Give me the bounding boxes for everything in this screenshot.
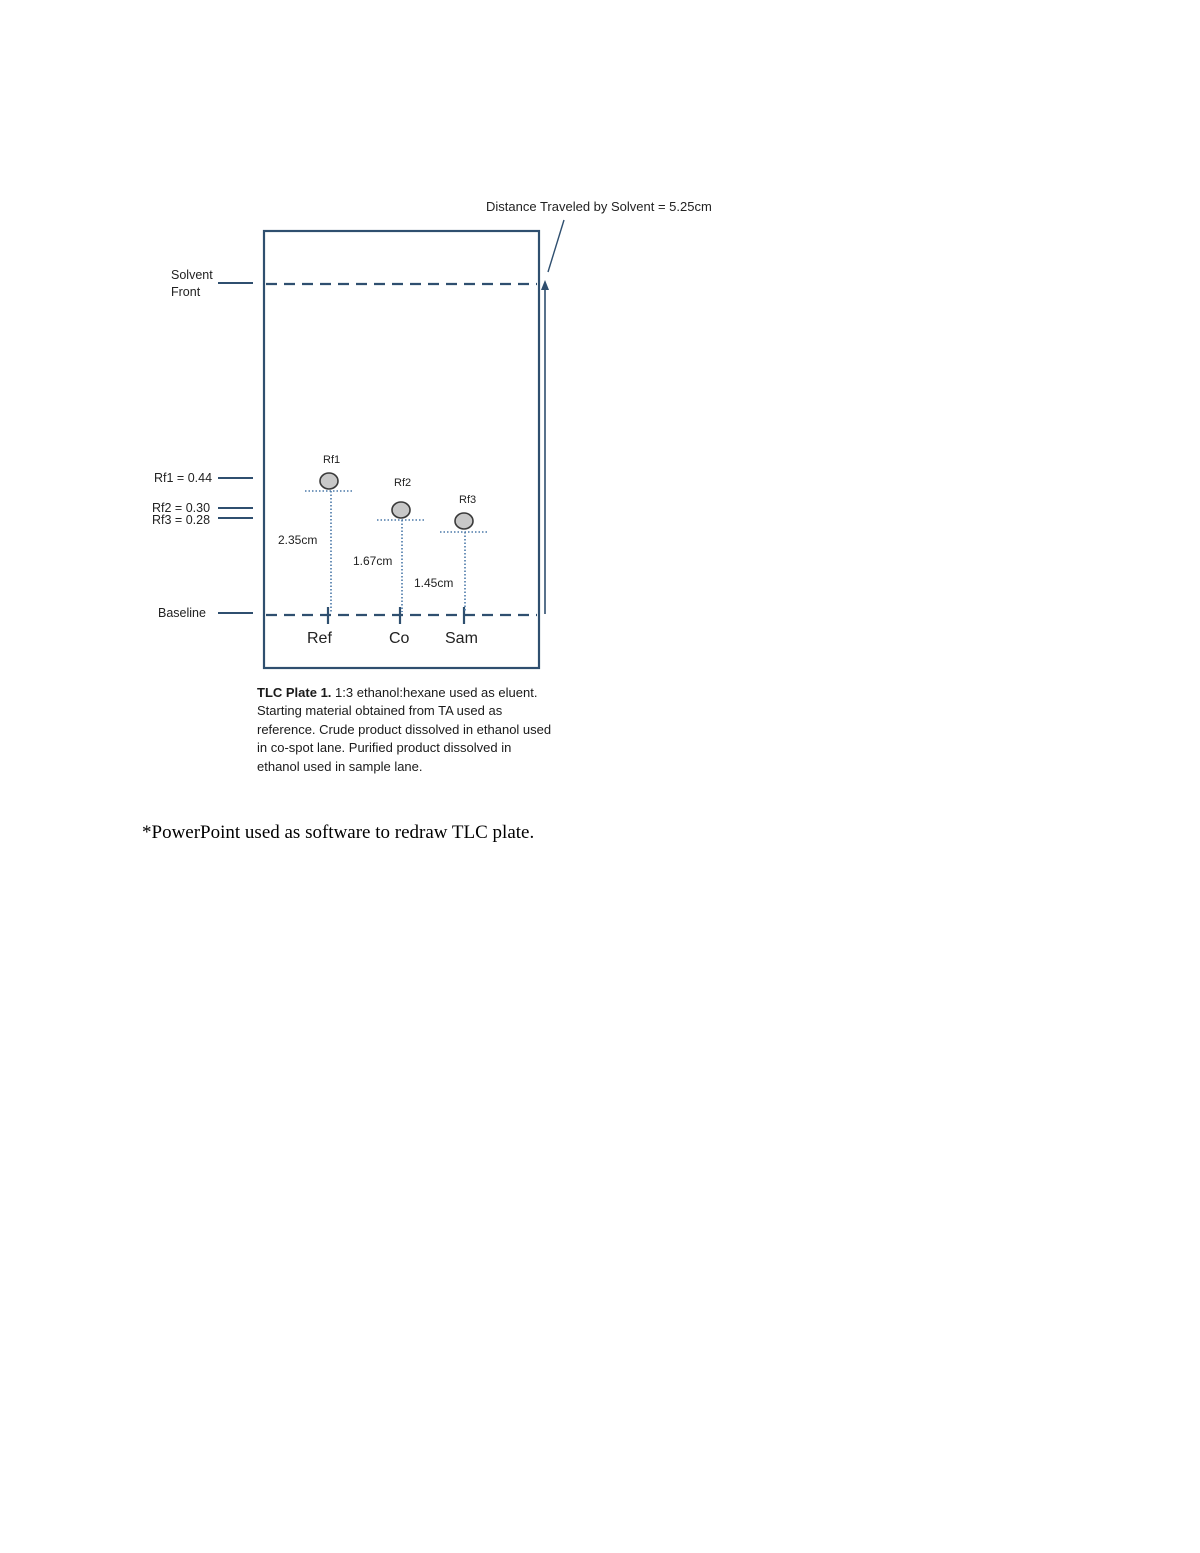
lane-label-ref: Ref — [307, 630, 332, 647]
spot2-distance-label: 1.67cm — [353, 554, 393, 568]
lane-label-co: Co — [389, 630, 410, 647]
solvent-distance-label: Distance Traveled by Solvent = 5.25cm — [486, 199, 712, 214]
rf2-value-label: Rf2 = 0.30 — [152, 501, 211, 515]
spot3-name-label: Rf3 — [459, 494, 477, 506]
lane-label-sam: Sam — [445, 630, 478, 647]
rf3-value-label: Rf3 = 0.28 — [152, 513, 211, 527]
spot1-name-label: Rf1 — [323, 454, 341, 466]
caption-text: 1:3 ethanol:hexane used as eluent. Starting material obtained from TA used as reference. Crude product dissolved in ethanol used in co-spot lane. Purified product dissolved in ethanol used in sample lane. — [257, 685, 552, 774]
solvent-front-label-line1: Solvent — [171, 268, 213, 282]
tlc-plate-outline — [264, 231, 539, 668]
spot2 — [392, 502, 410, 518]
spot3 — [455, 513, 473, 529]
solvent-distance-pointer — [548, 220, 564, 272]
spot3-distance-label: 1.45cm — [414, 576, 454, 590]
caption-title: TLC Plate 1. — [257, 685, 332, 700]
footnote: *PowerPoint used as software to redraw TLC plate. — [142, 822, 535, 843]
rf1-value-label: Rf1 = 0.44 — [154, 471, 213, 485]
spot1-distance-label: 2.35cm — [278, 533, 318, 547]
solvent-front-label-line2: Front — [171, 285, 201, 299]
solvent-distance-arrowhead — [541, 280, 549, 290]
baseline-label: Baseline — [158, 606, 206, 620]
spot2-name-label: Rf2 — [394, 477, 412, 489]
spot1 — [320, 473, 338, 489]
figure-caption — [257, 684, 552, 776]
